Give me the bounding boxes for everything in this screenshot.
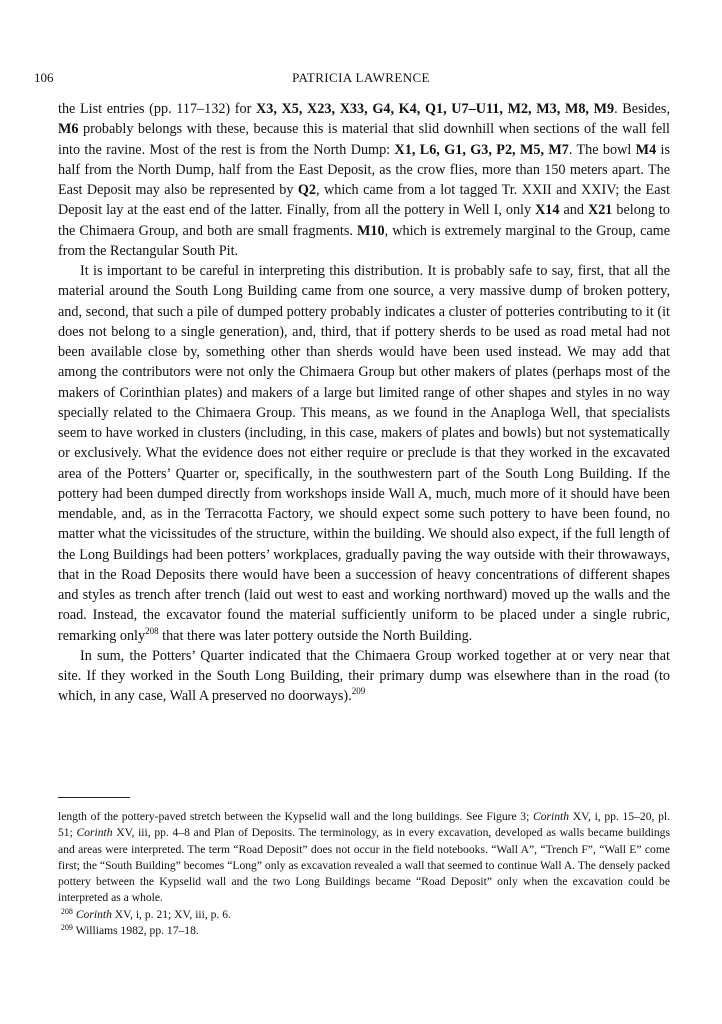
page-number: 106	[34, 70, 54, 85]
running-head: PATRICIA LAWRENCE	[292, 70, 430, 85]
paragraph-2: It is important to be careful in interpreting this distribution. It is probably safe to say, first, that all the material around the South Long Building came from one source, a very massive dump of broken pottery, and, second, that such a pile of dumped pottery probably indicates a cluster of potteries contributing to it (it does not belong to a single generation), and, third, that if pottery sherds to be used as road metal had not been available close by, something other than sherds would have been used instead. We may add that among the contributors were not only the Chimaera Group but other makers of plates (perhaps most of the makers of Corinthian plates) and makers of a large but limited range of other shapes and styles in no way specially related to the Chimaera Group. This means, as we found in the Anaploga Well, that specialists seem to have worked in clusters (including, in this case, makers of plates and bowls) but not systematically or exclusively. What the evidence does not either require or preclude is that they worked in the excavated area of the Potters’ Quarter or, specifically, in the southwestern part of the South Long Building. If the pottery had been dumped directly from workshops inside Wall A, much, much more of it should have been mendable, and, as in the Terracotta Factory, we should expect some such pottery to have been found, no matter what the vicissitudes of the structure, within the building. We should also expect, if the full length of the Long Buildings had been potters’ workplaces, gradually paving the way outside with their throwaways, that in the Road Deposits there would have been a succession of heavy concentrations of different shapes and styles as trench after trench (laid out west to east and working northward) moved up the walls and the road. Instead, the excavator found the material sufficiently uniform to be placed under a single rubric, remarking only$^{208}$ that there was later pottery outside the North Building.	[58, 263, 670, 644]
footnote-continuation: length of the pottery-paved stretch between the Kypselid wall and the long buildings. See Figure 3; Corinth XV, i, pp. 15–20, pl. 51; Corinth XV, iii, pp. 4–8 and Plan of Deposits. The terminology, as in every excavation, developed as walls became buildings and areas were interpreted. The term “Road Deposit” does not occur in the field notebooks. “Wall A”, “Trench F”, “Wall E” come first; the “South Building” becomes “Long” only as excavation revealed a wall that seemed to continue Wall A. The densely packed pottery between the Kypselid wall and the two Long Buildings became “Road Deposit” only when the excavation could be interpreted as a whole.	[58, 810, 670, 905]
paragraph-1: the List entries (pp. 117–132) for X3, X5, X23, X33, G4, K4, Q1, U7–U11, M2, M3, M8, M9. Besides, M6 probably belongs with these, because this is material that slid downhill when sections of the wall fell into the ravine. Most of the rest is from the North Dump: X1, L6, G1, G3, P2, M5, M7. The bowl M4 is half from the North Dump, half from the East Deposit, as the crow flies, more than 150 meters apart. The East Deposit may also be represented by Q2, which came from a lot tagged Tr. XXII and XXIV; the East Deposit lay at the east end of the latter. Finally, from all the pottery in Well I, only X14 and X21 belong to the Chimaera Group, and both are small fragments. M10, which is extremely marginal to the Group, came from the Rectangular South Pit.	[58, 101, 670, 259]
paragraph-3: In sum, the Potters’ Quarter indicated that the Chimaera Group worked together at or very near that site. If they worked in the South Long Building, their primary dump was elsewhere than in the road (to which, in any case, Wall A preserved no doorways).$^{209}$	[58, 647, 670, 705]
footnote-ref-208[interactable]: 208	[145, 625, 159, 636]
footnotes	[58, 809, 670, 939]
footnote-divider	[58, 797, 130, 798]
footnote-208: $^{208}$ Corinth XV, i, p. 21; XV, iii, p. 6.	[60, 906, 231, 921]
page-header	[0, 70, 722, 88]
footnote-ref-209[interactable]: 209	[351, 686, 366, 697]
footnote-209: $^{209}$ Williams 1982, pp. 17–18.	[60, 923, 199, 938]
body-text	[58, 99, 670, 707]
